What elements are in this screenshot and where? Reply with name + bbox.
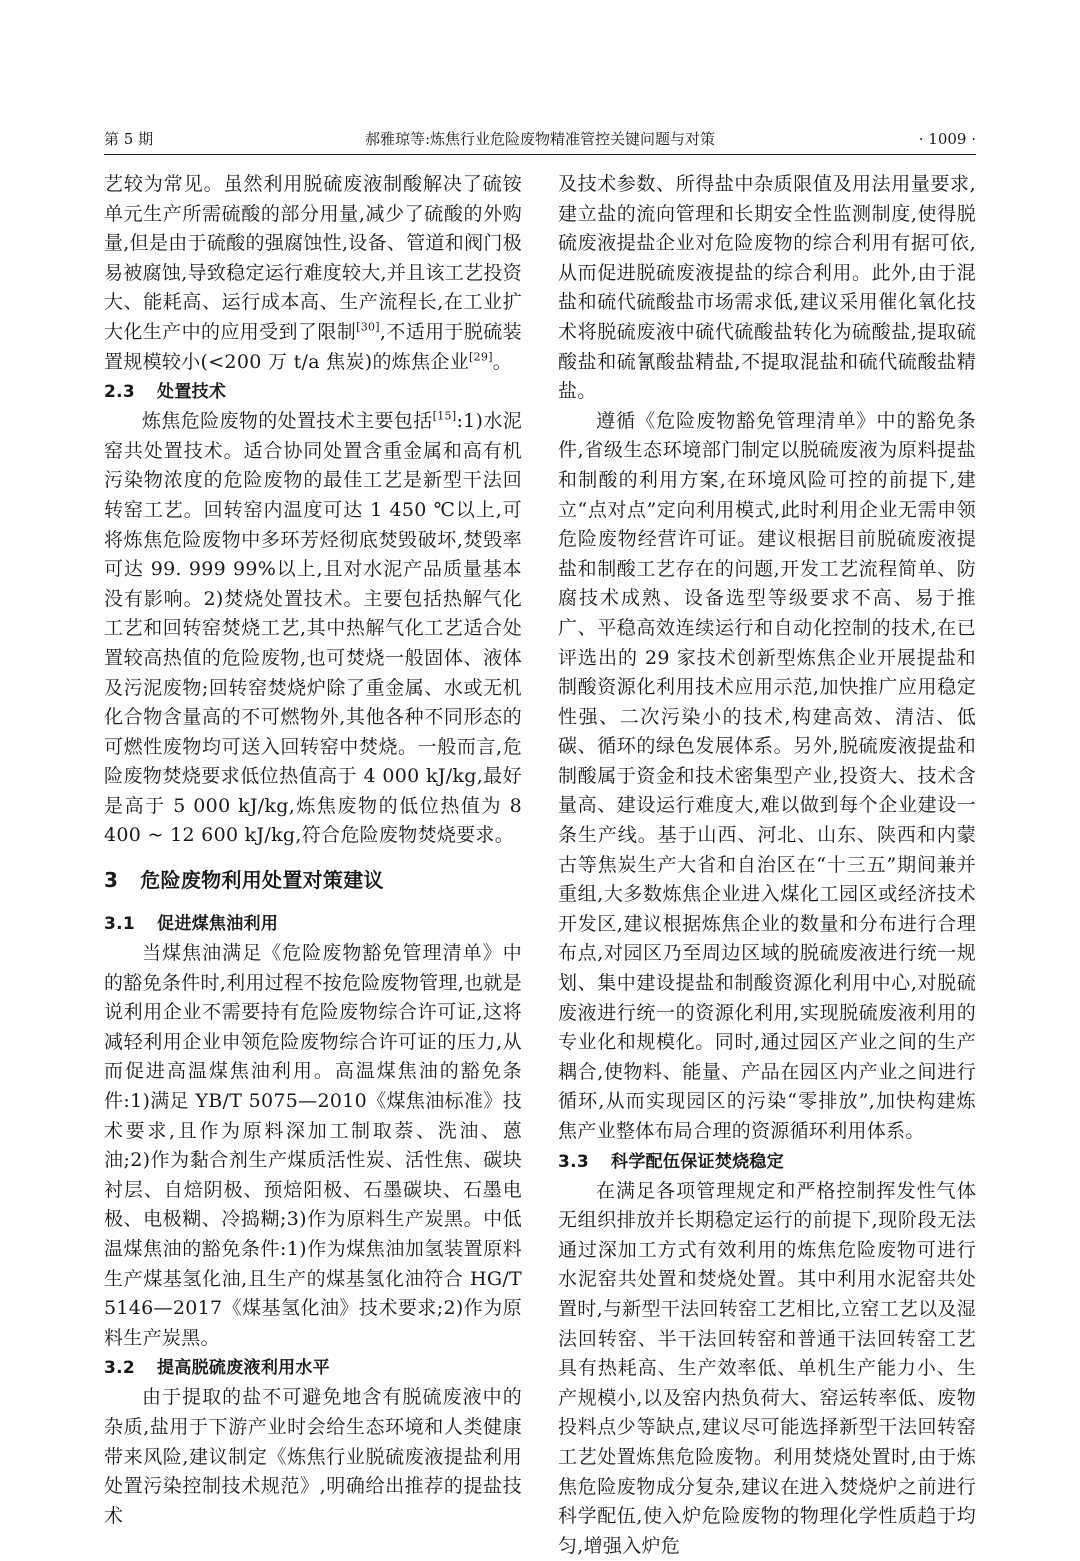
- citation-ref: [29]: [469, 350, 493, 364]
- section-heading-3-2: [104, 1353, 522, 1383]
- paragraph-text: 艺较为常见。虽然利用脱硫废液制酸解决了硫铵单元生产所需硫酸的部分用量,减少了硫酸的外购量,但是由于硫酸的强腐蚀性,设备、管道和阀门极易被腐蚀,导致稳定运行难度较大,并且该工艺投资大、能耗高、运行成本高、生产流程长,在工业扩大化生产中的应用受到了限制: [104, 173, 522, 343]
- paragraph-text: 炼焦危险废物的处置技术主要包括: [142, 410, 433, 433]
- section-number: 3.2: [104, 1358, 136, 1379]
- right-column: [558, 170, 976, 1561]
- issue-number: 第 5 期: [104, 130, 154, 148]
- section-title: 科学配伍保证焚烧稳定: [611, 1151, 785, 1172]
- continued-paragraph: [104, 170, 522, 377]
- section-number: 2.3: [104, 382, 136, 403]
- running-title: 郝雅琼等:炼焦行业危险废物精准管控关键问题与对策: [364, 130, 716, 148]
- running-header: [104, 124, 976, 155]
- paragraph: 由于提取的盐不可避免地含有脱硫废液中的杂质,盐用于下游产业时会给生态环境和人类健康带来风险,建议制定《炼焦行业脱硫废液提盐利用处置污染控制技术规范》,明确给出推荐的提盐技术: [104, 1386, 522, 1527]
- section-heading-3-1: [104, 909, 522, 939]
- paragraph-text: ,不适用于脱硫装置规模较小(<200 万 t/a 焦炭)的炼焦企业: [104, 320, 522, 373]
- citation-ref: [15]: [432, 409, 457, 423]
- left-column: [104, 170, 522, 1531]
- section-heading-3: [104, 851, 522, 909]
- section-number: 3: [104, 868, 119, 893]
- continued-paragraph: 及技术参数、所得盐中杂质限值及用法用量要求,建立盐的流向管理和长期安全性监测制度,使得脱硫废液提盐企业对危险废物的综合利用有据可依,从而促进脱硫废液提盐的综合利用。此外,由于混盐和硫代硫酸盐市场需求低,建议采用催化氧化技术将脱硫废液中硫代硫酸盐转化为硫酸盐,提取硫酸盐和硫氰酸盐精盐,不提取混盐和硫代硫酸盐精盐。: [558, 173, 976, 403]
- section-heading-3-3: [558, 1147, 976, 1177]
- page-number: · 1009 ·: [918, 130, 976, 148]
- section-number: 3.3: [558, 1151, 590, 1172]
- citation-ref: [30]: [356, 320, 380, 334]
- section-title: 处置技术: [157, 382, 227, 403]
- paragraph: [104, 407, 522, 851]
- section-heading-2-3: [104, 377, 522, 407]
- section-title: 促进煤焦油利用: [157, 914, 279, 935]
- section-number: 3.1: [104, 914, 136, 935]
- paragraph: 遵循《危险废物豁免管理清单》中的豁免条件,省级生态环境部门制定以脱硫废液为原料提盐和制酸的利用方案,在环境风险可控的前提下,建立“点对点”定向利用模式,此时利用企业无需申领危险废物经营许可证。建议根据目前脱硫废液提盐和制酸工艺存在的问题,开发工艺流程简单、防腐技术成熟、设备选型等级要求不高、易于推广、平稳高效连续运行和自动化控制的技术,在已评选出的 29 家技术创新型炼焦企业开展提盐和制酸资源化利用技术应用示范,加快推广应用稳定性强、二次污染小的技术,构建高效、清洁、低碳、循环的绿色发展体系。另外,脱硫废液提盐和制酸属于资金和技术密集型产业,投资大、技术含量高、建设运行难度大,难以做到每个企业建设一条生产线。基于山西、河北、山东、陕西和内蒙古等焦炭生产大省和自治区在“十三五”期间兼并重组,大多数炼焦企业进入煤化工园区或经济技术开发区,建议根据炼焦企业的数量和分布进行合理布点,对园区乃至周边区域的脱硫废液进行统一规划、集中建设提盐和制酸资源化利用中心,对脱硫废液进行统一的资源化利用,实现脱硫废液利用的专业化和规模化。同时,通过园区产业之间的生产耦合,使物料、能量、产品在园区内产业之间进行循环,从而实现园区的污染“零排放”,加快构建炼焦产业整体布局合理的资源循环利用体系。: [558, 409, 976, 1142]
- section-title: 提高脱硫废液利用水平: [157, 1358, 331, 1379]
- section-title: 危险废物利用处置对策建议: [140, 868, 384, 893]
- paragraph: 当煤焦油满足《危险废物豁免管理清单》中的豁免条件时,利用过程不按危险废物管理,也就是说利用企业不需要持有危险废物综合许可证,这将减轻利用企业申领危险废物综合许可证的压力,从而促进高温煤焦油利用。高温煤焦油的豁免条件:1)满足 YB/T 5075—2010《煤焦油标准》技术要求,且作为原料深加工制取萘、洗油、蒽油;2)作为黏合剂生产煤质活性炭、活性焦、碳块衬层、自焙阴极、预焙阳极、石墨碳块、石墨电极、电极糊、冷捣糊;3)作为原料生产炭黑。中低温煤焦油的豁免条件:1)作为煤焦油加氢装置原料生产煤基氢化油,且生产的煤基氢化油符合 HG/T 5146—2017《煤基氢化油》技术要求;2)作为原料生产炭黑。: [104, 942, 522, 1349]
- paragraph-text: 。: [492, 350, 513, 373]
- paragraph-text: :1)水泥窑共处置技术。适合协同处置含重金属和高有机污染物浓度的危险废物的最佳工艺是新型干法回转窑工艺。回转窑内温度可达 1 450 ℃以上,可将炼焦危险废物中多环芳烃彻底焚毁破坏,焚毁率可达 99. 999 99%以上,且对水泥产品质量基本没有影响。2)焚烧处置技术。主要包括热解气化工艺和回转窑焚烧工艺,其中热解气化工艺适合处置较高热值的危险废物,也可焚烧一般固体、液体及污泥废物;回转窑焚烧炉除了重金属、水或无机化合物含量高的不可燃物外,其他各种不同形态的可燃性废物均可送入回转窑中焚烧。一般而言,危险废物焚烧要求低位热值高于 4 000 kJ/kg,最好是高于 5 000 kJ/kg,炼焦废物的低位热值为 8 400 ~ 12 600 kJ/kg,符合危险废物焚烧要求。: [104, 410, 522, 847]
- paragraph: 在满足各项管理规定和严格控制挥发性气体无组织排放并长期稳定运行的前提下,现阶段无法通过深加工方式有效利用的炼焦危险废物可进行水泥窑共处置和焚烧处置。其中利用水泥窑共处置时,与新型干法回转窑工艺相比,立窑工艺以及湿法回转窑、半干法回转窑和普通干法回转窑工艺具有热耗高、生产效率低、单机生产能力小、生产规模小,以及窑内热负荷大、窑运转率低、废物投料点少等缺点,建议尽可能选择新型干法回转窑工艺处置炼焦危险废物。利用焚烧处置时,由于炼焦危险废物成分复杂,建议在进入焚烧炉之前进行科学配伍,使入炉危险废物的物理化学性质趋于均匀,增强入炉危: [558, 1179, 976, 1557]
